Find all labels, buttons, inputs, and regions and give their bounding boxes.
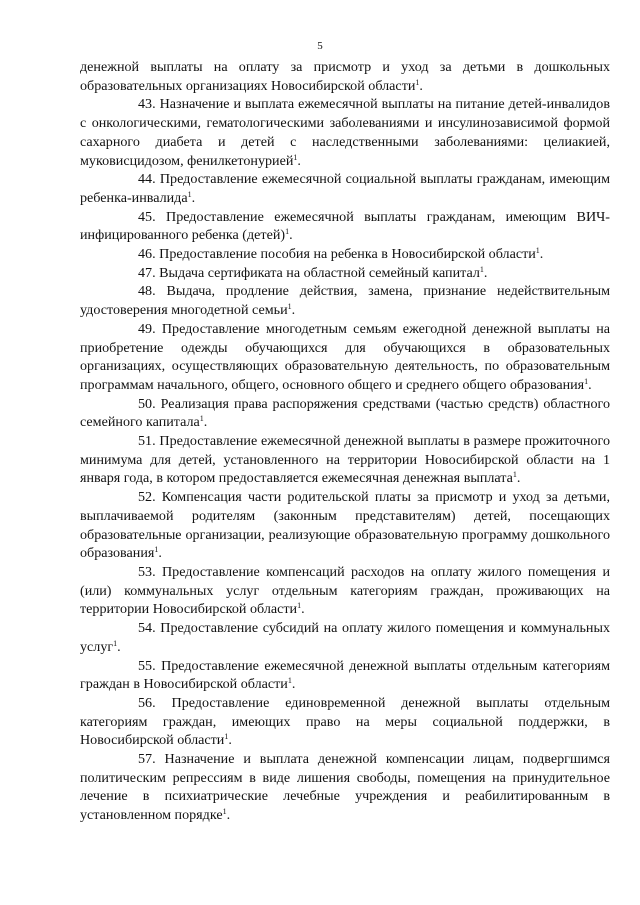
footnote-marker: 1 bbox=[535, 246, 540, 256]
item-end: . bbox=[203, 414, 208, 431]
footnote-marker: 1 bbox=[154, 545, 159, 555]
item-number: 49. bbox=[138, 320, 156, 337]
footnote-marker: 1 bbox=[584, 376, 589, 386]
list-item bbox=[80, 395, 610, 432]
item-number: 48. bbox=[138, 283, 156, 300]
item-end: . bbox=[291, 676, 296, 693]
continuation-paragraph bbox=[80, 58, 610, 95]
item-text: Компенсация части родительской платы за присмотр и уход за детьми, выплачиваемой родителям (законным представителям) детей, посещающих образовательные организации, реализующие образовательную программу дошкольного образования bbox=[80, 489, 610, 562]
list-item bbox=[80, 95, 610, 170]
list-item bbox=[80, 245, 610, 264]
list-item bbox=[80, 488, 610, 563]
list-item bbox=[80, 657, 610, 694]
numbered-list bbox=[80, 95, 610, 824]
item-number: 56. bbox=[138, 694, 156, 711]
item-end: . bbox=[226, 807, 231, 824]
item-text: Предоставление ежемесячной социальной выплаты гражданам, имеющим ребенка-инвалида bbox=[80, 171, 610, 206]
item-text: Выдача, продление действия, замена, признание недействительным удостоверения многодетной семьи bbox=[80, 283, 611, 319]
paragraph-end: . bbox=[419, 77, 423, 94]
item-end: . bbox=[289, 227, 293, 244]
item-number: 57. bbox=[138, 751, 156, 768]
item-number: 43. bbox=[138, 96, 156, 113]
item-end: . bbox=[301, 601, 305, 618]
item-text: Назначение и выплата денежной компенсации лицам, подвергшимся политическим репрессиям в виде лишения свободы, помещения на принудительное лечение в психиатрические лечебные учреждения и реабилитированным в установленном порядке bbox=[80, 751, 610, 824]
item-end: . bbox=[191, 189, 196, 206]
footnote-marker: 1 bbox=[293, 152, 298, 162]
item-number: 54. bbox=[138, 620, 156, 637]
item-text: Предоставление компенсаций расходов на оплату жилого помещения и (или) коммунальных услуг отдельным категориям граждан, проживающих на территории Новосибирской области bbox=[80, 563, 610, 618]
footnote-marker: 1 bbox=[512, 470, 517, 480]
footnote-marker: 1 bbox=[187, 189, 192, 199]
item-text: Предоставление ежемесячной денежной выплаты отдельным категориям граждан в Новосибирской области bbox=[80, 657, 610, 693]
item-number: 55. bbox=[138, 657, 156, 674]
footnote-marker: 1 bbox=[287, 302, 292, 312]
footnote-marker: 1 bbox=[199, 414, 204, 424]
list-item bbox=[80, 694, 610, 750]
list-item bbox=[80, 750, 610, 825]
item-text: Предоставление ежемесячной выплаты гражданам, имеющим ВИЧ-инфицированного ребенка (детей) bbox=[80, 208, 610, 244]
list-item bbox=[80, 619, 610, 656]
list-item bbox=[80, 282, 610, 319]
item-number: 44. bbox=[138, 171, 156, 188]
item-text: Предоставление субсидий на оплату жилого помещения и коммунальных услуг bbox=[80, 620, 610, 655]
item-number: 53. bbox=[138, 563, 156, 580]
footnote-marker: 1 bbox=[222, 807, 227, 817]
footnote-marker: 1 bbox=[224, 732, 229, 742]
item-number: 46. bbox=[138, 246, 156, 263]
footnote-marker: 1 bbox=[287, 676, 292, 686]
item-end: . bbox=[516, 470, 521, 487]
item-text: Предоставление пособия на ребенка в Новосибирской области bbox=[159, 246, 536, 263]
item-end: . bbox=[588, 376, 592, 393]
item-text: Предоставление ежемесячной денежной выплаты в размере прожиточного минимума для детей, установленного на территории Новосибирской области на 1 января года, в котором предоставляется ежемесячная денежная выплата bbox=[80, 433, 610, 487]
list-item bbox=[80, 264, 610, 283]
item-end: . bbox=[158, 545, 162, 562]
footnote-marker: 1 bbox=[415, 77, 420, 87]
item-end: . bbox=[539, 246, 544, 263]
item-number: 50. bbox=[138, 395, 156, 412]
page-number: 5 bbox=[317, 40, 323, 52]
item-end: . bbox=[228, 732, 232, 749]
item-number: 51. bbox=[138, 433, 156, 450]
item-number: 45. bbox=[138, 208, 156, 225]
item-end: . bbox=[483, 264, 488, 281]
item-end: . bbox=[291, 302, 296, 319]
footnote-marker: 1 bbox=[113, 638, 118, 648]
item-text: Назначение и выплата ежемесячной выплаты на питание детей-инвалидов с онкологическими, гематологическими заболеваниями и инсулинозависимой формой сахарного диабета и детей с наследственными заболеваниями: целиакией, муковисцидозом, фенилкетонурией bbox=[80, 96, 610, 169]
list-item bbox=[80, 170, 610, 207]
list-item bbox=[80, 432, 610, 488]
list-item bbox=[80, 208, 610, 245]
footnote-marker: 1 bbox=[297, 601, 302, 611]
item-text: Выдача сертификата на областной семейный капитал bbox=[159, 264, 480, 281]
footnote-marker: 1 bbox=[285, 227, 290, 237]
list-item bbox=[80, 563, 610, 619]
paragraph-text: денежной выплаты на оплату за присмотр и уход за детьми в дошкольных образовательных организациях Новосибирской области bbox=[80, 59, 610, 94]
item-text: Предоставление многодетным семьям ежегодной денежной выплаты на приобретение одежды обучающихся для обучающихся в образовательных организациях, осуществляющих образовательную деятельность, по образовательным программам начального, общего, основного общего и среднего общего образования bbox=[80, 320, 610, 393]
document-body bbox=[80, 58, 610, 825]
list-item bbox=[80, 320, 610, 395]
item-end: . bbox=[117, 638, 121, 655]
item-text: Реализация права распоряжения средствами (частью средств) областного семейного капитала bbox=[80, 395, 610, 431]
item-number: 52. bbox=[138, 489, 156, 506]
item-end: . bbox=[297, 152, 301, 169]
footnote-marker: 1 bbox=[479, 264, 484, 274]
item-number: 47. bbox=[138, 264, 156, 281]
item-text: Предоставление единовременной денежной выплаты отдельным категориям граждан, имеющих право на меры социальной поддержки, в Новосибирской области bbox=[80, 694, 610, 749]
